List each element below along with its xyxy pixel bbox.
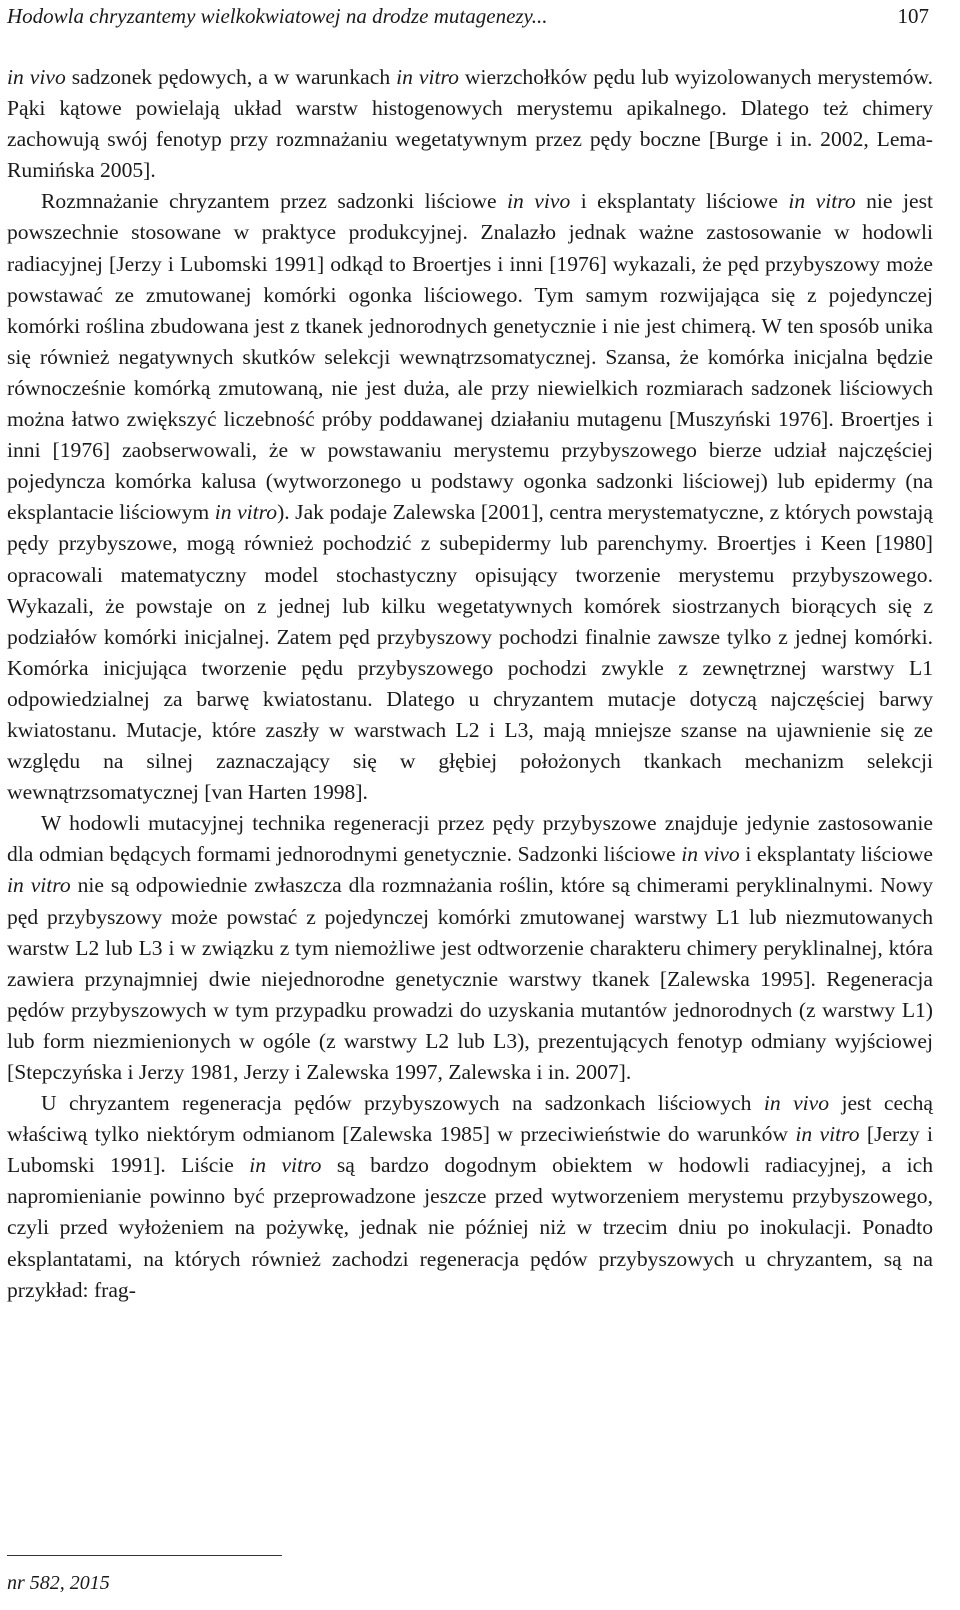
footer-issue: nr 582, 2015 <box>7 1572 110 1594</box>
italic-term: in vitro <box>249 1153 322 1178</box>
text-run: [Jerzy i Lubomski 1991]. Liście <box>7 1122 933 1178</box>
text-run: W hodowli mutacyjnej technika regeneracji przez pędy przybyszowe znajduje jedynie zastosowanie dla odmian będących formami jednorodnymi genetycznie. Sadzonki liściowe <box>7 811 933 867</box>
italic-term: in vitro <box>788 189 856 214</box>
document-page <box>7 0 933 1610</box>
page-number: 107 <box>897 4 929 28</box>
italic-term: in vivo <box>763 1091 830 1116</box>
text-run: nie jest powszechnie stosowane w praktyce produkcyjnej. Znalazło jednak ważne zastosowanie w hodowli radiacyjnej [Jerzy i Lubomski 1991] odkąd to Broertjes i inni [1976] wykazali, że pęd przybyszowy może powstawać ze zmutowanej komórki ogonka liściowego. Tym samym rozwijająca się z pojedynczej komórki roślina zbudowana jest z tkanek jednorodnych genetycznie i nie jest chimerą. W ten sposób unika się również negatywnych skutków selekcji wewnątrzsomatycznej. Szansa, że komórka inicjalna będzie równocześnie komórką zmutowaną, nie jest duża, ale przy niewielkich rozmiarach sadzonek liściowych można łatwo zwiększyć liczebność próby poddawanej działaniu mutagenu [Muszyński 1976]. Broertjes i inni [1976] zaobserwowali, że w powstawaniu merystemu przybyszowego bierze udział najczęściej pojedyncza komórka kalusa (wytworzonego u podstawy ogonka sadzonki liściowej) lub epidermy (na eksplantacie liściowym <box>7 189 933 525</box>
italic-term: in vitro <box>214 500 278 525</box>
italic-term: in vitro <box>7 873 71 898</box>
paragraph <box>7 808 933 1088</box>
paragraph <box>7 62 933 186</box>
running-header <box>7 0 933 36</box>
text-run: U chryzantem regeneracja pędów przybyszowych na sadzonkach liściowych <box>41 1091 764 1116</box>
text-run: nie są odpowiednie zwłaszcza dla rozmnażania roślin, które są chimerami peryklinalnymi. Nowy pęd przybyszowy może powstać z pojedynczej komórki zmutowanej warstwy L1 lub niezmutowanych warstw L2 lub L3 i w związku z tym niemożliwe jest odtworzenie charakteru chimery peryklinalnej, która zawiera przynajmniej dwie niejednorodne genetycznie warstwy tkanek [Zalewska 1995]. Regeneracja pędów przybyszowych w tym przypadku prowadzi do uzyskania mutantów jednorodnych (z warstwy L1) lub form niezmienionych w ogóle (z warstwy L2 lub L3), prezentujących fenotyp odmiany wyjściowej [Stepczyńska i Jerzy 1981, Jerzy i Zalewska 1997, Zalewska i in. 2007]. <box>7 873 933 1084</box>
body-text <box>7 62 933 1306</box>
italic-term: in vitro <box>795 1122 860 1147</box>
footer-rule <box>7 1555 282 1556</box>
italic-term: in vivo <box>7 65 66 89</box>
paragraph <box>7 1088 933 1306</box>
italic-term: in vivo <box>507 189 571 214</box>
text-run: i eksplantaty liściowe <box>739 842 933 867</box>
text-run: i eksplantaty liściowe <box>570 189 789 214</box>
text-run: wierzchołków pędu lub wyizolowanych merystemów. Pąki kątowe powielają układ warstw histogenowych merystemu apikalnego. Dlatego też chimery zachowują swój fenotyp przy rozmnażaniu wegetatywnym przez pędy boczne [Burge i in. 2002, Lema-Rumińska 2005]. <box>7 65 933 183</box>
text-run: Rozmnażanie chryzantem przez sadzonki liściowe <box>41 189 508 214</box>
paragraph <box>7 186 933 808</box>
text-run: są bardzo dogodnym obiektem w hodowli radiacyjnej, a ich napromienianie powinno być przeprowadzone jeszcze przed wytworzeniem merystemu przybyszowego, czyli przed wyłożeniem na pożywkę, jednak nie później niż w trzecim dniu po inokulacji. Ponadto eksplantatami, na których również zachodzi regeneracja pędów przybyszowych u chryzantem, są na przykład: frag- <box>7 1153 933 1302</box>
text-run: sadzonek pędowych, a w warunkach <box>65 65 397 89</box>
italic-term: in vitro <box>396 65 459 89</box>
italic-term: in vivo <box>681 842 740 867</box>
text-run: jest cechą właściwą tylko niektórym odmianom [Zalewska 1985] w przeciwieństwie do warunków <box>7 1091 933 1147</box>
running-title: Hodowla chryzantemy wielkokwiatowej na drodze mutagenezy... <box>7 4 548 28</box>
text-run: ). Jak podaje Zalewska [2001], centra merystematyczne, z których powstają pędy przybyszowe, mogą również pochodzić z subepidermy lub parenchymy. Broertjes i Keen [1980] opracowali matematyczny model stochastyczny opisujący tworzenie merystemu przybyszowego. Wykazali, że powstaje on z jednej lub kilku wegetatywnych komórek siostrzanych biorących się z podziałów komórki inicjalnej. Zatem pęd przybyszowy pochodzi finalnie zawsze tylko z jednej komórki. Komórka inicjująca tworzenie pędu przybyszowego pochodzi zwykle z zewnętrznej warstwy L1 odpowiedzialnej za barwę kwiatostanu. Dlatego u chryzantem mutacje dotyczą najczęściej barwy kwiatostanu. Mutacje, które zaszły w warstwach L2 i L3, mają mniejsze szanse na ujawnienie się ze względu na silnej zaznaczający się w głębiej położonych tkankach mechanizm selekcji wewnątrzsomatycznej [van Harten 1998]. <box>7 500 933 805</box>
